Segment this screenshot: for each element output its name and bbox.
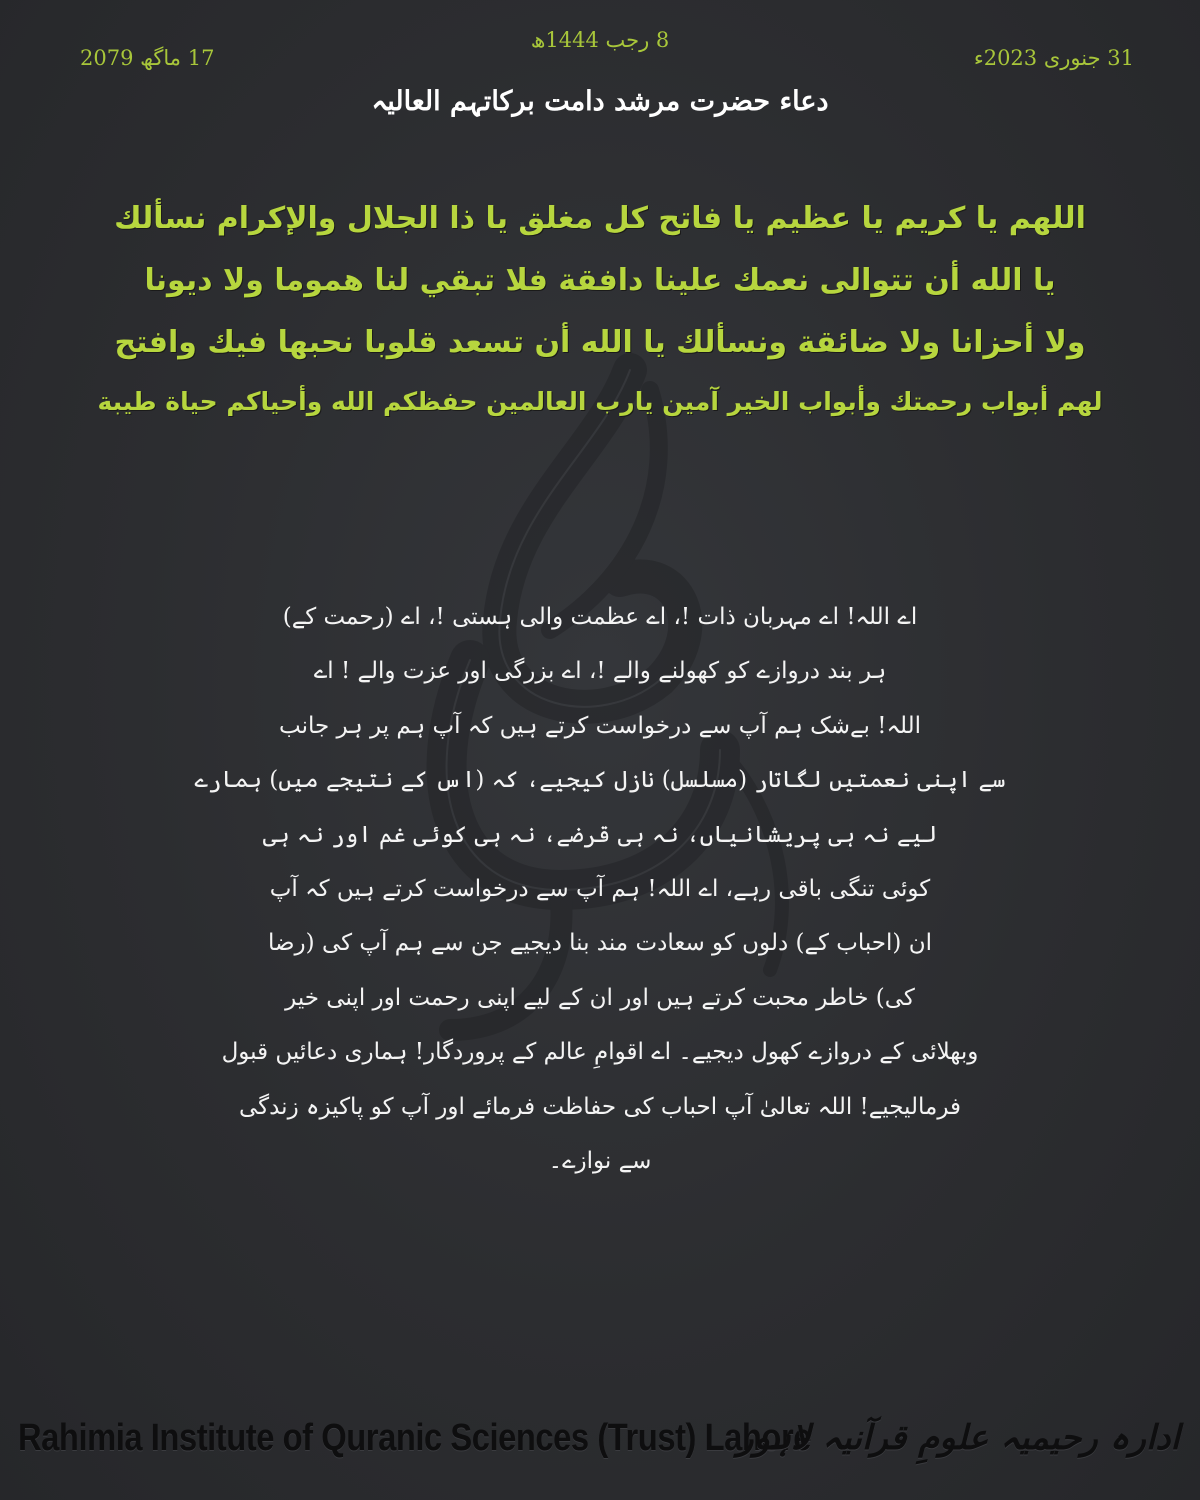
- urdu-translation: [150, 590, 1050, 1188]
- urdu-line: اللہ! بےشک ہم آپ سے درخواست کرتے ہیں کہ آپ ہم پر ہر جانب: [279, 712, 921, 739]
- arabic-dua: [70, 188, 1130, 430]
- bikrami-date: 17 ماگھ 2079: [80, 46, 215, 70]
- urdu-line: فرمالیجیے! اللہ تعالیٰ آپ احباب کی حفاظت فرمائے اور آپ کو پاکیزہ زندگی: [238, 1093, 962, 1120]
- institute-logo: ادارہ رحیمیہ علومِ قرآنیہ لاہور: [737, 1418, 1180, 1458]
- urdu-line: سے نوازے۔: [548, 1147, 652, 1174]
- arabic-line: اللهم يا كريم يا عظيم يا فاتح كل مغلق يا ذا الجلال والإكرام نسألك: [114, 201, 1086, 236]
- institute-name: Rahimia Institute of Quranic Sciences (Trust) Lahore: [18, 1417, 812, 1459]
- arabic-line: ولا أحزانا ولا ضائقة ونسألك يا الله أن تسعد قلوبا نحبها فيك وافتح: [114, 325, 1086, 360]
- urdu-line: اے اللہ! اے مہربان ذات !، اے عظمت والی ہستی !، اے (رحمت کے): [282, 604, 918, 630]
- urdu-line: وبھلائی کے دروازے کھول دیجیے۔ اے اقوامِ عالم کے پروردگار! ہماری دعائیں قبول: [221, 1039, 979, 1066]
- footer: [0, 1405, 1200, 1485]
- gregorian-date: 31 جنوری 2023ء: [973, 46, 1134, 70]
- urdu-line: سے اپنی نعمتیں لگاتار (مسلسل) نازل کیجیے، کہ (اس کے نتیجے میں) ہمارے: [194, 767, 1006, 794]
- arabic-line: يا الله أن تتوالى نعمك علينا دافقة فلا تبقي لنا هموما ولا ديونا: [144, 263, 1056, 298]
- hijri-date: 8 رجب 1444ھ: [530, 28, 670, 52]
- dua-title: دعاء حضرت مرشد دامت برکاتہم العالیہ: [371, 86, 829, 117]
- urdu-line: ہر بند دروازے کو کھولنے والے !، اے بزرگی اور عزت والے ! اے: [313, 658, 887, 685]
- urdu-line: لیے نہ ہی پریشانیاں، نہ ہی قرضے، نہ ہی کوئی غم اور نہ ہی: [262, 821, 938, 848]
- urdu-line: کوئی تنگی باقی رہے، اے اللہ! ہم آپ سے درخواست کرتے ہیں کہ آپ: [269, 875, 931, 902]
- arabic-line: لهم أبواب رحمتك وأبواب الخير آمين يارب العالمين حفظكم الله وأحياكم حياة طيبة: [97, 387, 1103, 416]
- urdu-line: کی) خاطر محبت کرتے ہیں اور ان کے لیے اپنی رحمت اور اپنی خیر: [285, 984, 915, 1011]
- urdu-line: ان (احباب کے) دلوں کو سعادت مند بنا دیجیے جن سے ہم آپ کی (رضا: [268, 930, 932, 957]
